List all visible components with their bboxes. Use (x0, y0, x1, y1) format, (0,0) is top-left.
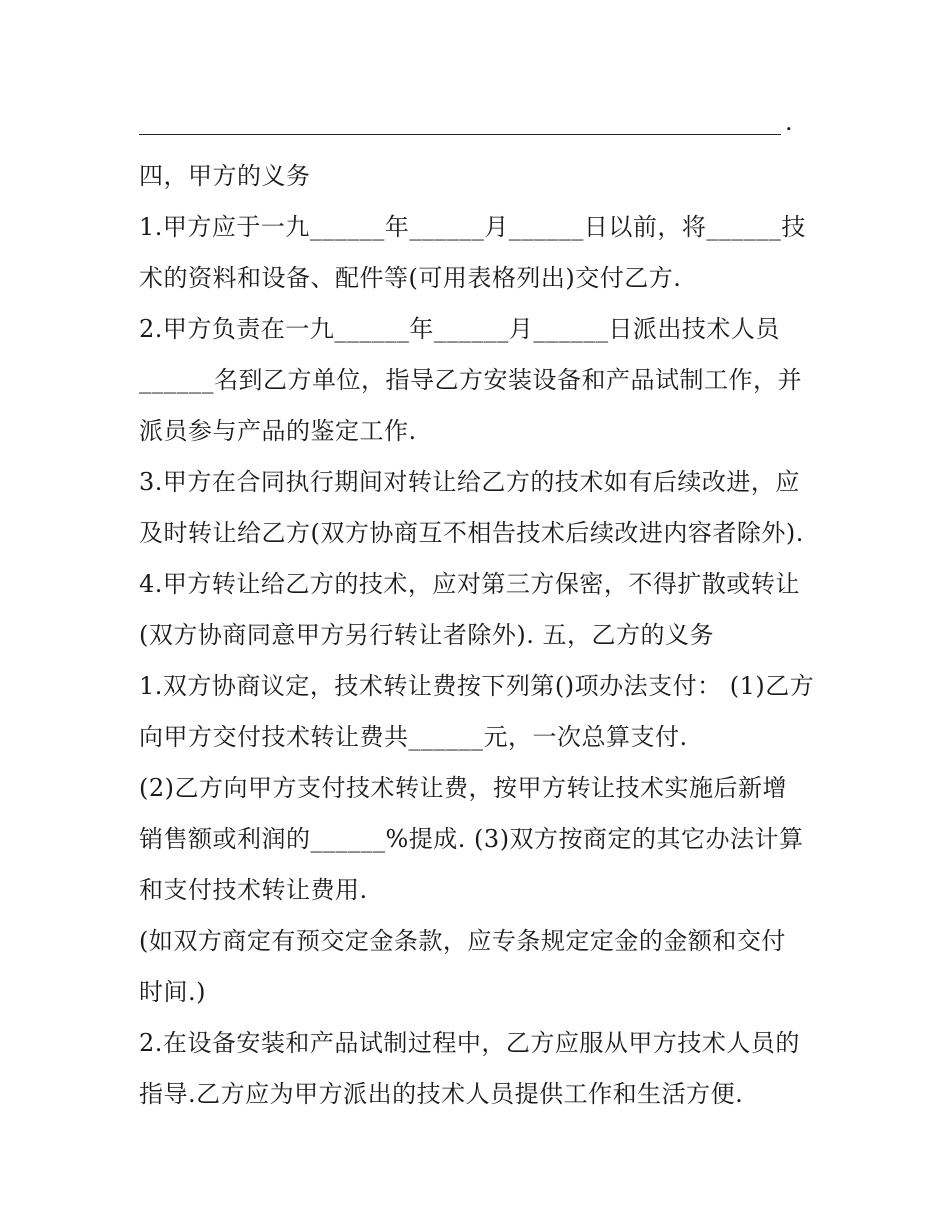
paragraph-line: 派员参与产品的鉴定工作. (139, 417, 417, 445)
paragraph-line: 2.在设备安装和产品试制过程中，乙方应服从甲方技术人员的 (139, 1029, 800, 1057)
paragraph-line: 销售额或利润的______%提成. (3)双方按商定的其它办法计算 (139, 825, 804, 853)
paragraph-line: 4.甲方转让给乙方的技术，应对第三方保密，不得扩散或转让 (139, 570, 800, 598)
paragraph-line: 及时转让给乙方(双方协商互不相告技术后续改进内容者除外). (139, 519, 804, 547)
underline-rule (139, 134, 781, 135)
paragraph-line: 和支付技术转让费用. (139, 876, 368, 904)
section-heading-party-a-obligations: 四，甲方的义务 (139, 162, 311, 190)
paragraph-line: ______名到乙方单位，指导乙方安装设备和产品试制工作，并 (139, 366, 802, 394)
paragraph-line: 2.甲方负责在一九______年______月______日派出技术人员 (139, 315, 780, 343)
paragraph-line: 3.甲方在合同执行期间对转让给乙方的技术如有后续改进，应 (139, 468, 800, 496)
paragraph-line: (如双方商定有预交定金条款，应专条规定定金的金额和交付 (139, 927, 786, 955)
paragraph-line: 1.双方协商议定，技术转让费按下列第()项办法支付： (1)乙方 (139, 672, 815, 700)
paragraph-line: (2)乙方向甲方支付技术转让费，按甲方转让技术实施后新增 (139, 774, 787, 802)
paragraph-line: 术的资料和设备、配件等(可用表格列出)交付乙方. (139, 264, 682, 292)
paragraph-line: (双方协商同意甲方另行转让者除外). 五，乙方的义务 (139, 621, 714, 649)
paragraph-line: 向甲方交付技术转让费共______元，一次总算支付. (139, 723, 688, 751)
rule-period: . (785, 108, 793, 136)
paragraph-line: 1.甲方应于一九______年______月______日以前，将______技 (139, 213, 806, 241)
paragraph-line: 时间.) (139, 978, 206, 1006)
paragraph-line: 指导.乙方应为甲方派出的技术人员提供工作和生活方便. (139, 1080, 744, 1108)
document-page (139, 100, 819, 1120)
top-fill-line (139, 100, 819, 151)
